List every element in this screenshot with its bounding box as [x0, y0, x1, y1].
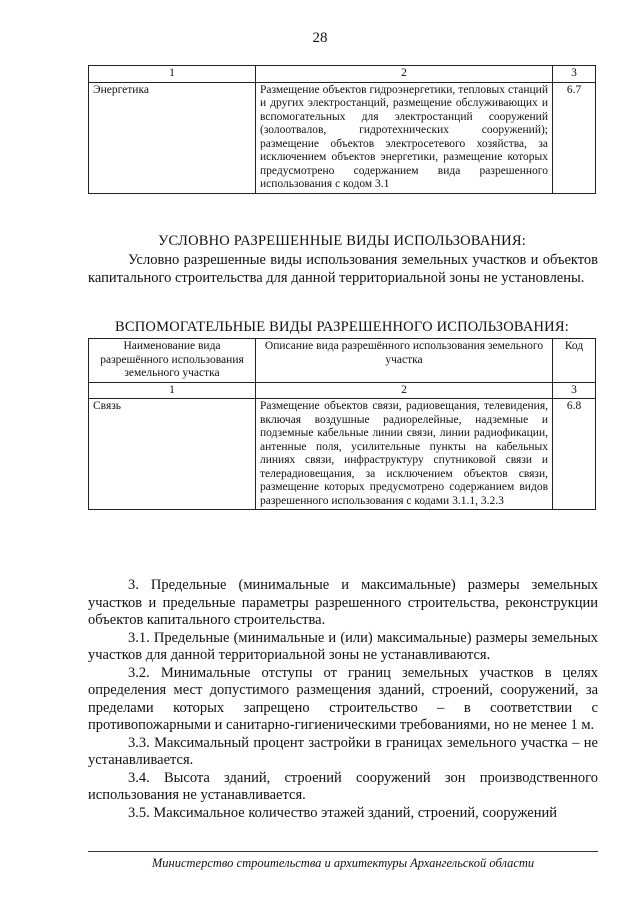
column-number: 3 [553, 382, 596, 399]
conditional-uses-text: Условно разрешенные виды использования земельных участков и объектов капитального строительства для данной территориальной зоны не установлены. [88, 252, 598, 286]
header-description: Описание вида разрешённого использования земельного участка [256, 339, 553, 383]
use-name: Связь [89, 399, 256, 510]
header-code: Код [553, 339, 596, 383]
footer-text: Министерство строительства и архитектуры Архангельской области [151, 856, 535, 870]
conditional-uses-text-block [88, 252, 598, 287]
column-number: 1 [89, 382, 256, 399]
table-row [89, 82, 596, 193]
use-code: 6.7 [553, 82, 596, 193]
table-header-row [89, 339, 596, 383]
auxiliary-uses-table [88, 338, 596, 510]
use-name: Энергетика [89, 82, 256, 193]
table-row [89, 399, 596, 510]
paragraph: 3.3. Максимальный процент застройки в границах земельного участка – не устанавливается. [88, 734, 598, 768]
use-description: Размещение объектов гидроэнергетики, тепловых станций и других электростанций, размещение обслуживающих и вспомогательных для электростанций сооружений (золоотвалов, гидротехнических сооружений); размещение объектов электросетевого хозяйства, за исключением объектов энергетики, размещение которых предусмотрено содержанием вида разрешенного использования с кодом 3.1 [256, 82, 553, 193]
paragraph: 3.5. Максимальное количество этажей зданий, строений, сооружений [128, 804, 557, 821]
table-column-numbers [89, 66, 596, 83]
column-number: 2 [256, 66, 553, 83]
conditional-uses-heading: УСЛОВНО РАЗРЕШЕННЫЕ ВИДЫ ИСПОЛЬЗОВАНИЯ: [158, 233, 526, 249]
permitted-uses-table [88, 65, 596, 194]
use-description: Размещение объектов связи, радиовещания, телевидения, включая воздушные радиорелейные, надземные и подземные кабельные линии связи, линии радиофикации, антенные поля, усилительные пункты на кабельных линиях связи, инфраструктуру спутниковой связи и телерадиовещания, за исключением объектов связи, размещение которых предусмотрено содержанием видов разрешенного использования с кодами 3.1.1, 3.2.3 [256, 399, 553, 510]
header-name: Наименование вида разрешённого использования земельного участка [89, 339, 256, 383]
paragraph: 3.1. Предельные (минимальные и (или) максимальные) размеры земельных участков для данной территориальной зоны не устанавливаются. [88, 629, 598, 663]
column-number: 3 [553, 66, 596, 83]
page-number: 28 [312, 30, 328, 46]
table-column-numbers [89, 382, 596, 399]
paragraph: 3. Предельные (минимальные и максимальные) размеры земельных участков и предельные параметры разрешенного строительства, реконструкции объектов капитального строительства. [88, 577, 598, 628]
paragraph: 3.2. Минимальные отступы от границ земельных участков в целях определения мест допустимого размещения зданий, строений, сооружений, за пределами которых запрещено строительство – в соответствии с противопожарными и санитарно-гигиеническими требованиями, но не менее 1 м. [88, 664, 598, 733]
paragraph: 3.4. Высота зданий, строений сооружений зон производственного использования не устанавливается. [88, 769, 598, 803]
column-number: 2 [256, 382, 553, 399]
limits-section [88, 577, 598, 822]
column-number: 1 [89, 66, 256, 83]
auxiliary-uses-heading: ВСПОМОГАТЕЛЬНЫЕ ВИДЫ РАЗРЕШЕННОГО ИСПОЛЬЗОВАНИЯ: [115, 319, 569, 335]
use-code: 6.8 [553, 399, 596, 510]
footer-divider [88, 851, 598, 852]
